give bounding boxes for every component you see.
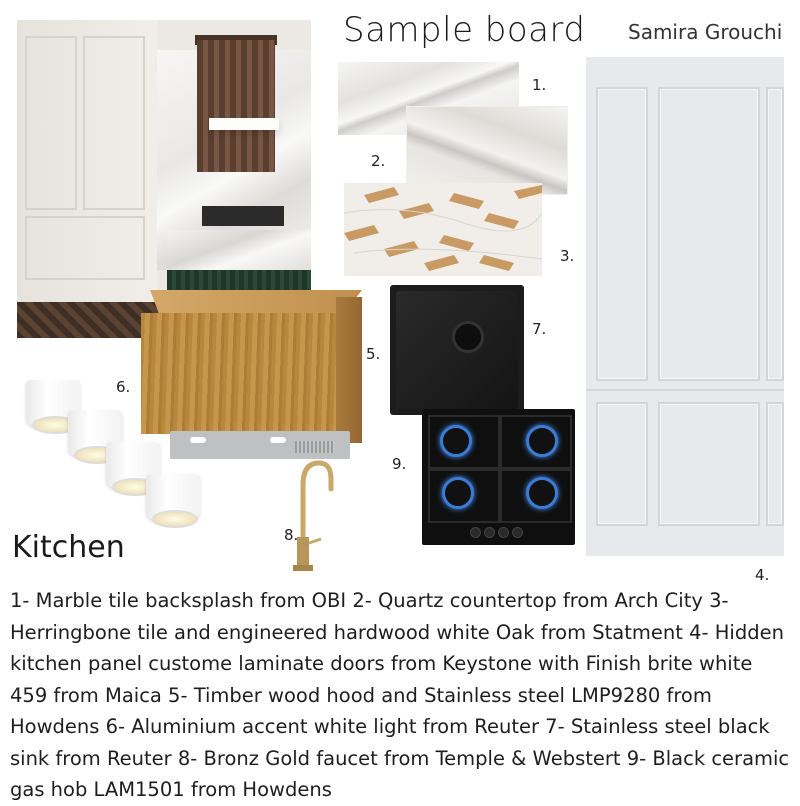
label-number-9: 9. <box>392 455 407 473</box>
materials-description: 1- Marble tile backsplash from OBI 2- Quartz countertop from Arch City 3- Herringbone tile and engineered hardwood white Oak from Statment 4- Hidden kitchen panel custome laminate doors from Keystone with Finish brite white 459 from Maica 5- Timber wood hood and Stainless steel LMP9280 from Howdens 6- Aluminium accent white light from Reuter 7- Stainless steel black sink from Reuter 8- Bronz Gold faucet from Temple & Webstert 9- Black ceramic gas hob LAM1501 from Howdens <box>10 589 790 801</box>
range-stove <box>202 206 284 226</box>
label-number-1: 1. <box>532 76 547 94</box>
hob-knob <box>512 527 523 538</box>
hob-knob <box>498 527 509 538</box>
sink-drain <box>452 321 484 353</box>
hood-light <box>270 437 286 443</box>
wall-panel-frame <box>596 402 648 526</box>
label-number-6: 6. <box>116 378 131 396</box>
hood-filter <box>295 441 335 453</box>
wall-rail <box>586 389 784 391</box>
black-sink <box>390 285 524 415</box>
wall-panel-frame <box>766 87 784 381</box>
room-label: Kitchen <box>12 530 125 565</box>
hob-knob <box>470 527 481 538</box>
label-number-5: 5. <box>366 345 381 363</box>
wall-panel-doors <box>586 57 784 556</box>
burner-ring <box>526 477 558 509</box>
label-number-3: 3. <box>560 247 575 265</box>
label-number-2: 2. <box>371 152 386 170</box>
label-number-4: 4. <box>755 566 770 584</box>
burner-ring <box>526 425 558 457</box>
burner-ring <box>442 477 474 509</box>
label-number-8: 8. <box>284 526 299 544</box>
wall-panel-frame <box>766 402 784 526</box>
gas-hob <box>422 409 575 545</box>
light-glow <box>152 510 198 528</box>
herringbone-swatch <box>344 183 542 276</box>
pendant-lamp <box>209 118 279 130</box>
quartz-countertop-swatch <box>407 107 567 194</box>
author-name: Samira Grouchi <box>628 20 783 44</box>
marble-island-top <box>167 230 311 270</box>
wall-panel-frame <box>658 87 760 381</box>
sink-basin <box>396 291 518 409</box>
hood-side <box>336 297 362 443</box>
slatted-hood <box>197 40 275 172</box>
board-title: Sample board <box>343 10 586 50</box>
burner-ring <box>440 425 472 457</box>
cabinet-panel <box>83 36 145 210</box>
cabinet-panel <box>25 36 77 210</box>
wall-panel-frame <box>658 402 760 526</box>
wall-panel-frame <box>596 87 648 381</box>
label-number-7: 7. <box>532 320 547 338</box>
hob-knob <box>484 527 495 538</box>
hood-light <box>190 437 206 443</box>
gold-faucet <box>275 455 335 575</box>
timber-hood <box>141 313 336 434</box>
ceiling-light <box>146 474 200 524</box>
cabinet-panel <box>25 216 145 280</box>
